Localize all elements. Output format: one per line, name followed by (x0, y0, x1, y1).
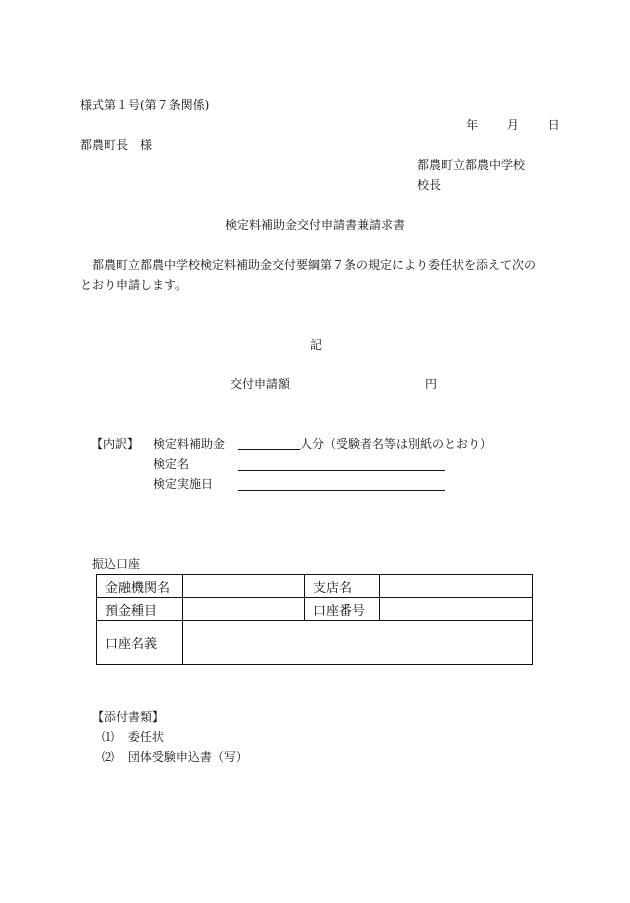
attachment-number: ⑴ (102, 730, 115, 744)
branch-label: 支店名 (305, 575, 380, 598)
subsidy-label: 検定料補助金 (153, 437, 226, 451)
exam-date-line (238, 490, 445, 491)
institution-value (183, 575, 305, 598)
attachment-text: 団体受験申込書（写） (127, 750, 248, 764)
subsidy-count-field (238, 437, 492, 451)
subsidy-suffix: 人分（受験者名等は別紙のとおり） (300, 437, 493, 451)
applicant-school: 都農町立都農中学校 (417, 158, 526, 172)
document-title: 検定料補助金交付申請書兼請求書 (225, 218, 406, 232)
details-heading: 【内訳】 (91, 437, 140, 451)
account-holder-label: 口座名義 (97, 621, 183, 665)
attachment-item (102, 730, 164, 744)
account-number-value (380, 598, 533, 621)
applicant-title: 校長 (417, 178, 442, 192)
attachment-item (102, 750, 248, 764)
account-holder-value (183, 621, 533, 665)
amount-label: 交付申請額 (230, 377, 291, 391)
subsidy-count-line (238, 437, 300, 450)
ki-heading: 記 (310, 338, 323, 352)
body-line-1: 都農町立都農中学校検定料補助金交付要綱第７条の規定により委任状を添えて次の (92, 258, 537, 272)
deposit-type-label: 預金種目 (97, 598, 183, 621)
deposit-type-value (183, 598, 305, 621)
attachments-heading: 【添付書類】 (92, 710, 165, 724)
date-line (466, 118, 560, 132)
amount-unit: 円 (425, 377, 438, 391)
attachment-text: 委任状 (127, 730, 164, 744)
branch-value (380, 575, 533, 598)
form-number: 様式第１号(第７条関係) (80, 98, 210, 112)
addressee: 都農町長 様 (80, 138, 153, 152)
bank-caption: 振込口座 (92, 557, 141, 571)
institution-label: 金融機関名 (97, 575, 183, 598)
date-year: 年 (466, 118, 479, 132)
attachment-number: ⑵ (102, 750, 115, 764)
exam-name-line (238, 470, 445, 471)
account-number-label: 口座番号 (305, 598, 380, 621)
table-row (97, 598, 533, 621)
bank-account-table (96, 574, 533, 665)
exam-date-label: 検定実施日 (153, 477, 214, 491)
body-line-2: とおり申請します。 (80, 278, 188, 292)
date-month: 月 (506, 118, 519, 132)
date-day: 日 (547, 118, 560, 132)
table-row (97, 621, 533, 665)
exam-name-label: 検定名 (153, 457, 190, 471)
table-row (97, 575, 533, 598)
